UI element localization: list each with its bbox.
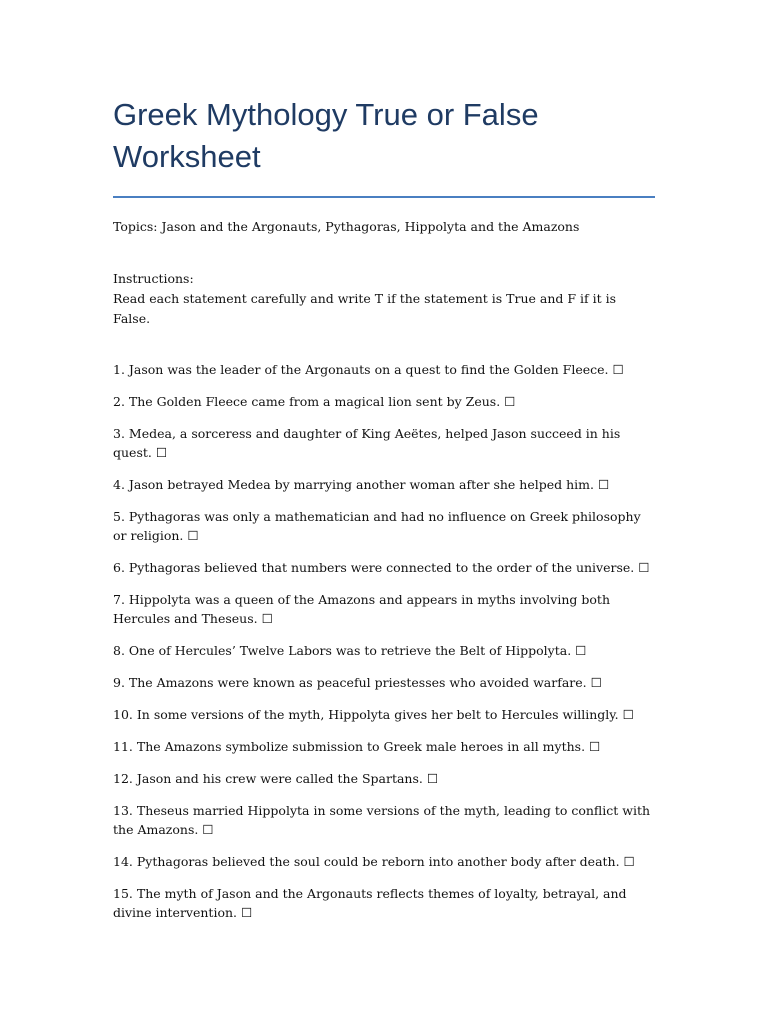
statement-item: 15. The myth of Jason and the Argonauts reflects themes of loyalty, betrayal, and divine intervention. ☐ xyxy=(113,886,627,920)
statement-item: 9. The Amazons were known as peaceful priestesses who avoided warfare. ☐ xyxy=(113,675,602,690)
instructions-block xyxy=(113,269,655,329)
statement-item: 6. Pythagoras believed that numbers were connected to the order of the universe. ☐ xyxy=(113,560,650,575)
page-title: Greek Mythology True or False Worksheet xyxy=(113,97,539,174)
statement-item: 8. One of Hercules’ Twelve Labors was to retrieve the Belt of Hippolyta. ☐ xyxy=(113,643,587,658)
statement-item: 13. Theseus married Hippolyta in some versions of the myth, leading to conflict with the Amazons. ☐ xyxy=(113,803,651,837)
title-divider xyxy=(113,196,655,198)
statement-list xyxy=(113,360,655,922)
statement-item: 3. Medea, a sorceress and daughter of King Aeëtes, helped Jason succeed in his quest. ☐ xyxy=(113,426,621,460)
statement-item: 14. Pythagoras believed the soul could be reborn into another body after death. ☐ xyxy=(113,854,635,869)
instructions-text: Read each statement carefully and write T if the statement is True and F if it is False. xyxy=(113,291,617,326)
statement-item: 10. In some versions of the myth, Hippolyta gives her belt to Hercules willingly. ☐ xyxy=(113,707,634,722)
topics-line: Topics: Jason and the Argonauts, Pythagoras, Hippolyta and the Amazons xyxy=(113,219,580,234)
statement-item: 4. Jason betrayed Medea by marrying another woman after she helped him. ☐ xyxy=(113,477,610,492)
instructions-heading: Instructions: xyxy=(113,271,194,286)
statement-item: 7. Hippolyta was a queen of the Amazons and appears in myths involving both Hercules and Theseus. ☐ xyxy=(113,592,610,626)
statement-item: 11. The Amazons symbolize submission to Greek male heroes in all myths. ☐ xyxy=(113,739,601,754)
statement-item: 1. Jason was the leader of the Argonauts on a quest to find the Golden Fleece. ☐ xyxy=(113,362,624,377)
statement-item: 12. Jason and his crew were called the Spartans. ☐ xyxy=(113,771,439,786)
statement-item: 2. The Golden Fleece came from a magical lion sent by Zeus. ☐ xyxy=(113,394,516,409)
statement-item: 5. Pythagoras was only a mathematician and had no influence on Greek philosophy or religion. ☐ xyxy=(113,509,641,543)
worksheet-page xyxy=(113,94,655,935)
